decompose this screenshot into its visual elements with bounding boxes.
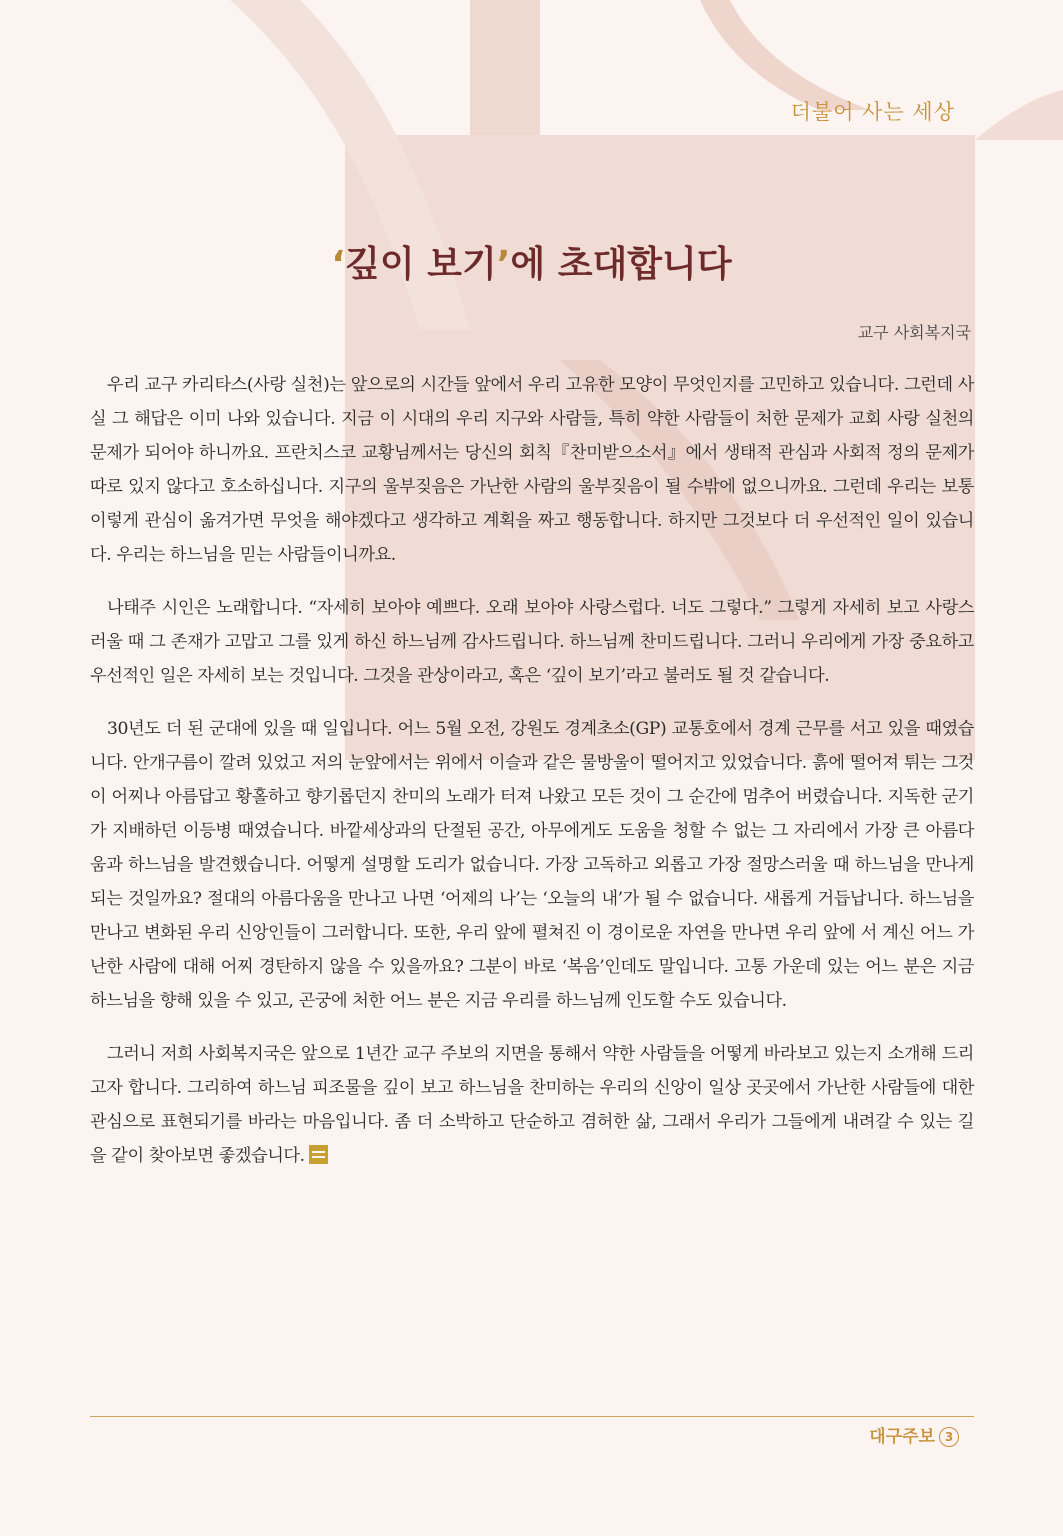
paragraph-2: 나태주 시인은 노래합니다. “자세히 보아야 예쁘다. 오래 보아야 사랑스럽다. 너도 그렇다.” 그렇게 자세히 보고 사랑스러울 때 그 존재가 고맙고 그를 있게 하신 하느님께 감사드립니다. 하느님께 찬미드립니다. 그러니 우리에게 가장 중요하고 우선적인 일은 자세히 보는 것입니다. 그것을 관상이라고, 혹은 ‘깊이 보기’라고 불러도 될 것 같습니다.	[90, 598, 974, 686]
title-open-quote: ‘	[331, 244, 346, 286]
publication-name: 대구주보	[869, 1427, 935, 1447]
paragraph-1: 우리 교구 카리타스(사랑 실천)는 앞으로의 시간들 앞에서 우리 고유한 모양이 무엇인지를 고민하고 있습니다. 그런데 사실 그 해답은 이미 나와 있습니다. 지금 이 시대의 우리 지구와 사람들, 특히 약한 사람들이 처한 문제가 교회 사랑 실천의 문제가 되어야 하니까요. 프란치스코 교황님께서는 당신의 회칙『찬미받으소서』에서 생태적 관심과 사회적 정의 문제가 따로 있지 않다고 호소하십니다. 지구의 울부짖음은 가난한 사람의 울부짖음이 될 수밖에 없으니까요. 그런데 우리는 보통 이렇게 관심이 옮겨가면 무엇을 해야겠다고 생각하고 계획을 짜고 행동합니다. 하지만 그것보다 더 우선적인 일이 있습니다. 우리는 하느님을 믿는 사람들이니까요.	[90, 375, 974, 565]
article-body	[90, 368, 974, 1192]
paragraph-4	[90, 1037, 974, 1173]
title-close-quote: ’	[496, 244, 511, 286]
title-quoted-text: 깊이 보기	[345, 244, 497, 286]
background-cross-band	[470, 0, 540, 135]
section-label: 더불어 사는 세상	[790, 100, 955, 124]
end-mark-icon	[309, 1145, 328, 1164]
byline: 교구 사회복지국	[857, 323, 971, 342]
footer-rule	[90, 1416, 974, 1417]
title-rest-text: 에 초대합니다	[510, 244, 732, 286]
footer-label	[869, 1422, 959, 1447]
paragraph-3: 30년도 더 된 군대에 있을 때 일입니다. 어느 5월 오전, 강원도 경계초소(GP) 교통호에서 경계 근무를 서고 있을 때였습니다. 안개구름이 깔려 있었고 저의 눈앞에서는 위에서 이슬과 같은 물방울이 떨어지고 있었습니다. 흙에 떨어져 튀는 그것이 어찌나 아름답고 황홀하고 향기롭던지 찬미의 노래가 터져 나왔고 모든 것이 그 순간에 멈추어 버렸습니다. 지독한 군기가 지배하던 이등병 때였습니다. 바깥세상과의 단절된 공간, 아무에게도 도움을 청할 수 없는 그 자리에서 가장 큰 아름다움과 하느님을 발견했습니다. 어떻게 설명할 도리가 없습니다. 가장 고독하고 외롭고 가장 절망스러울 때 하느님을 만나게 되는 것일까요? 절대의 아름다움을 만나고 나면 ‘어제의 나’는 ‘오늘의 내’가 될 수 없습니다. 새롭게 거듭납니다. 하느님을 만나고 변화된 우리 신앙인들이 그러합니다. 또한, 우리 앞에 펼쳐진 이 경이로운 자연을 만나면 우리 앞에 서 계신 어느 가난한 사람에 대해 어찌 경탄하지 않을 수 있을까요? 그분이 바로 ‘복음’인데도 말입니다. 고통 가운데 있는 어느 분은 지금 하느님을 향해 있을 수 있고, 곤궁에 처한 어느 분은 지금 우리를 하느님께 인도할 수도 있습니다.	[90, 719, 974, 1011]
article-title	[0, 236, 1063, 287]
page-number: 3	[939, 1427, 959, 1447]
paragraph-4-text: 그러니 저희 사회복지국은 앞으로 1년간 교구 주보의 지면을 통해서 약한 사람들을 어떻게 바라보고 있는지 소개해 드리고자 합니다. 그리하여 하느님 피조물을 깊이 보고 하느님을 찬미하는 우리의 신앙이 일상 곳곳에서 가난한 사람들에 대한 관심으로 표현되기를 바라는 마음입니다. 좀 더 소박하고 단순하고 겸허한 삶, 그래서 우리가 그들에게 내려갈 수 있는 길을 같이 찾아보면 좋겠습니다.	[90, 1044, 974, 1166]
background-curve-top	[700, 0, 870, 110]
background-arc-right	[975, 90, 1063, 140]
